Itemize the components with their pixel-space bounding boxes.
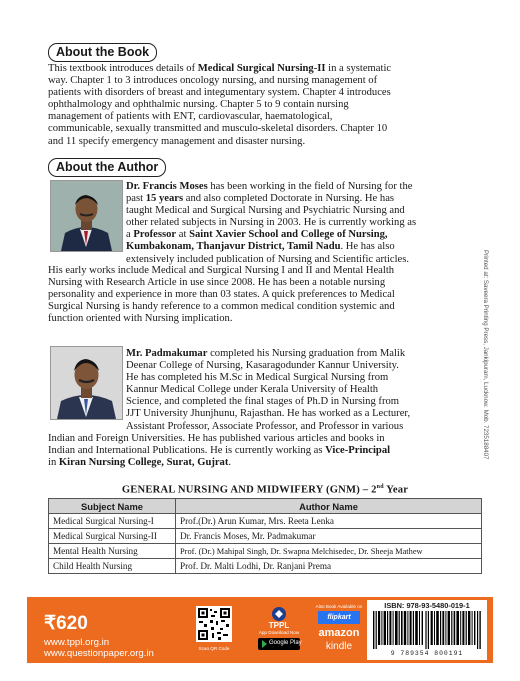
author-cell: Dr. Francis Moses, Mr. Padmakumar: [176, 529, 482, 544]
amazon-badge[interactable]: amazon: [318, 627, 360, 639]
qr-label: Scan QR Code: [198, 646, 230, 651]
gnm-title-tail: Year: [383, 484, 409, 496]
author1-line: a Professor at Saint Xavier School and College of Nursing,: [126, 229, 388, 241]
author1-line: Kumbakonam, Thanjavur District, Tamil Nadu. He has also: [126, 241, 395, 253]
price: ₹620: [44, 613, 88, 634]
about-book-text: [48, 63, 482, 148]
author2-line: in Kiran Nursing College, Surat, Gujrat.: [48, 457, 232, 469]
about-author-heading: About the Author: [48, 158, 166, 177]
author1-line: extensively included publication of Nursing and Scientific articles.: [126, 253, 410, 265]
table-row: [49, 559, 482, 574]
subject-cell: Medical Surgical Nursing-II: [49, 529, 176, 544]
author1-line: Nursing with Research Article in use since 2008. He has been a notable nursing: [48, 277, 386, 289]
about-book-line: ophthalmology and ophthalmic nursing. Chapter 5 to 9 contain nursing: [48, 99, 349, 111]
about-book-line: patients with disorders of breast and integumentary system. Chapter 4 introduces: [48, 87, 391, 99]
author2-line: Science, and completed the final stages of Ph.D in Nursing from: [126, 396, 400, 408]
table-row: [49, 529, 482, 544]
printer-note: [482, 250, 500, 580]
subject-cell: Medical Surgical Nursing-I: [49, 514, 176, 529]
author2-line: He has completed his M.Sc in Medical Surgical Nursing from: [126, 372, 389, 384]
google-play-label: Google Play: [269, 640, 302, 646]
app-name: TPPL: [268, 621, 290, 630]
isbn-text: ISBN: 978-93-5480-019-1: [384, 601, 470, 610]
author2-bio-bottom: [48, 433, 482, 469]
table-row: [49, 514, 482, 529]
author1-bio-top: [126, 181, 482, 266]
author1-line: His early works include Medical and Surgical Nursing I and II and Mental Health: [48, 265, 395, 276]
author1-line: Dr. Francis Moses has been working in the field of Nursing for the: [126, 181, 413, 192]
author2-line: Assistant Professor, Associate Professor, and Professor in various: [126, 420, 404, 432]
header-subject-name: Subject Name: [49, 499, 176, 514]
author2-line: Mr. Padmakumar completed his Nursing graduation from Malik: [126, 348, 406, 359]
author2-line: Deenar College of Nursing, Kasaragodunder Kannur University.: [126, 360, 399, 372]
author1-line: past 15 years and also completed Doctorate in Nursing. He has: [126, 193, 395, 205]
table-row: [49, 544, 482, 559]
barcode-icon: [373, 611, 481, 649]
author1-line: taught Medical and Surgical Nursing and Psychiatric Nursing and: [126, 205, 405, 217]
author2-line: Indian and Foreign Universities. He has published various articles and books in: [48, 433, 385, 444]
author2-line: JJT University Jhunjhunu, Rajasthan. He has worked as a Lecturer,: [126, 408, 411, 420]
available-on-label: Also Book Available on: [315, 604, 363, 609]
isbn-barcode: [367, 600, 487, 660]
subject-cell: Child Health Nursing: [49, 559, 176, 574]
author1-line: other related subjects in Nursing in 2003. He is currently working as: [126, 217, 417, 229]
about-book-line: management of patients with ENT, cardiovascular, haematological,: [48, 111, 333, 123]
author2-line: Kannur Medical College under Kerala University of Health: [126, 384, 379, 396]
subject-cell: Mental Health Nursing: [49, 544, 176, 559]
author1-line: Surgical Nursing is handy reference to a common medical condition systemic and: [48, 301, 395, 313]
tppl-app-badge[interactable]: [250, 606, 308, 652]
author1-line: function oriented with Nursing implication.: [48, 313, 233, 325]
about-book-line: communicable, sexually transmitted and musculo-skeletal disorders. Chapter 10: [48, 123, 388, 135]
header-author-name: Author Name: [176, 499, 482, 514]
author1-line: personality and experience in more than 03 states. A quick preferences to Medical: [48, 289, 395, 301]
author2-line: Indian and International Publications. He is currently working as Vice-Principal: [48, 445, 391, 457]
about-book-line: way. Chapter 1 to 3 introduces oncology nursing, and nursing management of: [48, 75, 378, 87]
website-link-tppl[interactable]: www.tppl.org.in: [44, 637, 110, 648]
subjects-table: [48, 498, 482, 574]
author1-bio-bottom: [48, 265, 482, 325]
gnm-title-text: GENERAL NURSING AND MIDWIFERY (GNM) – 2: [121, 484, 377, 496]
author-cell: Prof.(Dr.) Arun Kumar, Mrs. Reeta Lenka: [176, 514, 482, 529]
kindle-badge[interactable]: kindle: [325, 641, 353, 652]
gnm-title-sup: nd: [376, 484, 384, 490]
about-book-line: and 11 specify emergency management and disaster nursing.: [48, 135, 306, 147]
qr-code-icon[interactable]: [196, 606, 232, 642]
gnm-title: [48, 484, 482, 496]
website-link-questionpaper[interactable]: www.questionpaper.org.in: [44, 648, 154, 659]
author-photo-padmakumar: [50, 346, 123, 420]
barcode-digits: 9 789354 800191: [390, 650, 464, 657]
flipkart-badge[interactable]: flipkart: [318, 611, 360, 624]
author-cell: Prof. Dr. Malti Lodhi, Dr. Ranjani Prema: [176, 559, 482, 574]
author-cell: Prof. (Dr.) Mahipal Singh, Dr. Swapna Melchisedec, Dr. Sheeja Mathew: [176, 544, 482, 559]
about-book-heading: About the Book: [48, 43, 157, 62]
author-photo-francis-moses: [50, 180, 123, 252]
table-header-row: [49, 499, 482, 514]
author2-bio-top: [126, 348, 482, 433]
app-subtitle: App Download Now: [258, 630, 300, 635]
about-book-line: This textbook introduces details of Medical Surgical Nursing-II in a systematic: [48, 63, 392, 74]
printer-note-text: Printed at: Saveera Printing Press, Jankipuram, Lucknow. Mob. 7235188407: [482, 250, 489, 460]
